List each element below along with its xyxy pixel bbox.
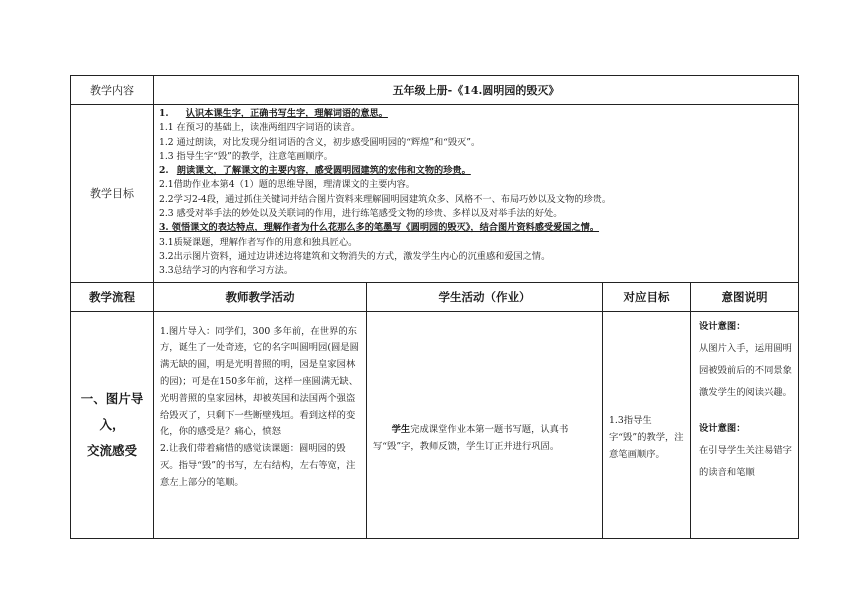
student-activity-lead: 学生 [391,423,411,435]
student-activity-text: 完成课堂作业本第一题书写题，认真书写“毁”字，教师反馈，学生订正并进行巩固。 [373,423,569,452]
teacher-activity-paragraph: 2.让我们带着痛惜的感觉读课题：圆明园的毁灭。指导“毁”的书写，左右结构，左右等宽，注意左上部分的笔顺。 [160,443,356,488]
objective-group-3-heading [159,221,793,235]
flow-step [71,311,154,538]
teacher-activity [154,311,367,538]
objectives-cell [154,105,799,283]
header-row [71,76,799,105]
objective-item: 2.3 感受对举手法的妙处以及关联词的作用，进行练笔感受文物的珍贵、多样以及对举手法的好处。 [159,208,563,220]
objective-item: 1.3 指导生字“毁”的教学，注意笔画顺序。 [159,150,333,162]
objective-number: 3. [159,222,169,234]
column-header-row [71,282,799,311]
intent-text: 在引导学生关注易错字的读音和笔顺 [699,445,792,479]
intent-note [691,311,799,538]
objective-item: 1.2 通过朗读，对比发现分组词语的含义，初步感受圆明园的“辉煌”和“毁灭”。 [159,136,481,148]
column-header-intent: 意图说明 [691,282,799,311]
flow-step-line: 交流感受 [86,442,137,458]
objective-item: 3.3总结学习的内容和学习方法。 [159,265,294,277]
objective-item: 3.1质疑课题，理解作者写作的用意和独具匠心。 [159,236,358,248]
column-header-flow: 教学流程 [71,282,154,311]
intent-title: 设计意图： [699,320,746,332]
teacher-activity-paragraph: 1.图片导入：同学们，300 多年前，在世界的东方，诞生了一处奇迹，它的名字叫圆明园(圆是圆满无缺的圆，明是光明普照的明，园是皇家园林的园)；可是在150多年前，这样一座圆满无缺、光明普照的皇家园林，却被英国和法国两个强盗给毁灭了，只剩下一些断壁残垣。看到这样的变化，你的感受是？痛心，愤怒 [160,325,359,438]
objective-item: 1.1 在预习的基础上，读准两组四字词语的读音。 [159,122,361,134]
objective-number: 1. [159,108,169,119]
objective-group-2-heading [159,164,793,178]
lesson-plan-table [70,75,799,539]
column-header-student: 学生活动（作业） [367,282,603,311]
objective-heading-text: 认识本课生字，正确书写生字，理解词语的意思。 [185,108,388,119]
flow-step-line: 一、图片导入， [80,390,144,432]
intent-title: 设计意图： [699,422,746,434]
objective-number: 2. [159,165,169,177]
header-label: 教学内容 [71,76,154,105]
target-objective [603,311,691,538]
column-header-teacher: 教师教学活动 [154,282,367,311]
objective-item: 2.2学习2-4段，通过抓住关键词并结合图片资料来理解圆明园建筑众多、风格不一、布局巧妙以及文物的珍贵。 [159,193,612,205]
objective-heading-text: 领悟课文的表达特点，理解作者为什么花那么多的笔墨写《圆明园的毁灭》，结合图片资料感受爱国之情。 [171,222,600,234]
intent-text: 从图片入手，运用圆明园被毁前后的不同景象激发学生的阅读兴趣。 [699,342,792,399]
lesson-title: 五年级上册-《14.圆明园的毁灭》 [154,76,799,105]
column-header-target: 对应目标 [603,282,691,311]
objective-item: 3.2出示图片资料，通过边讲述边将建筑和文物消失的方式，激发学生内心的沉重感和爱国之情。 [159,250,551,262]
objective-item: 2.1借助作业本第4（1）题的思维导图，理清课文的主要内容。 [159,179,415,191]
objective-heading-text: 朗读课文，了解课文的主要内容，感受圆明园建筑的宏伟和文物的珍贵。 [176,165,471,177]
objectives-row [71,105,799,283]
objective-group-1-heading [159,107,793,121]
table-row [71,311,799,538]
student-activity [367,311,603,538]
target-objective-text: 1.3指导生字“毁”的教学，注意笔画顺序。 [609,415,684,460]
objectives-label: 教学目标 [71,105,154,283]
